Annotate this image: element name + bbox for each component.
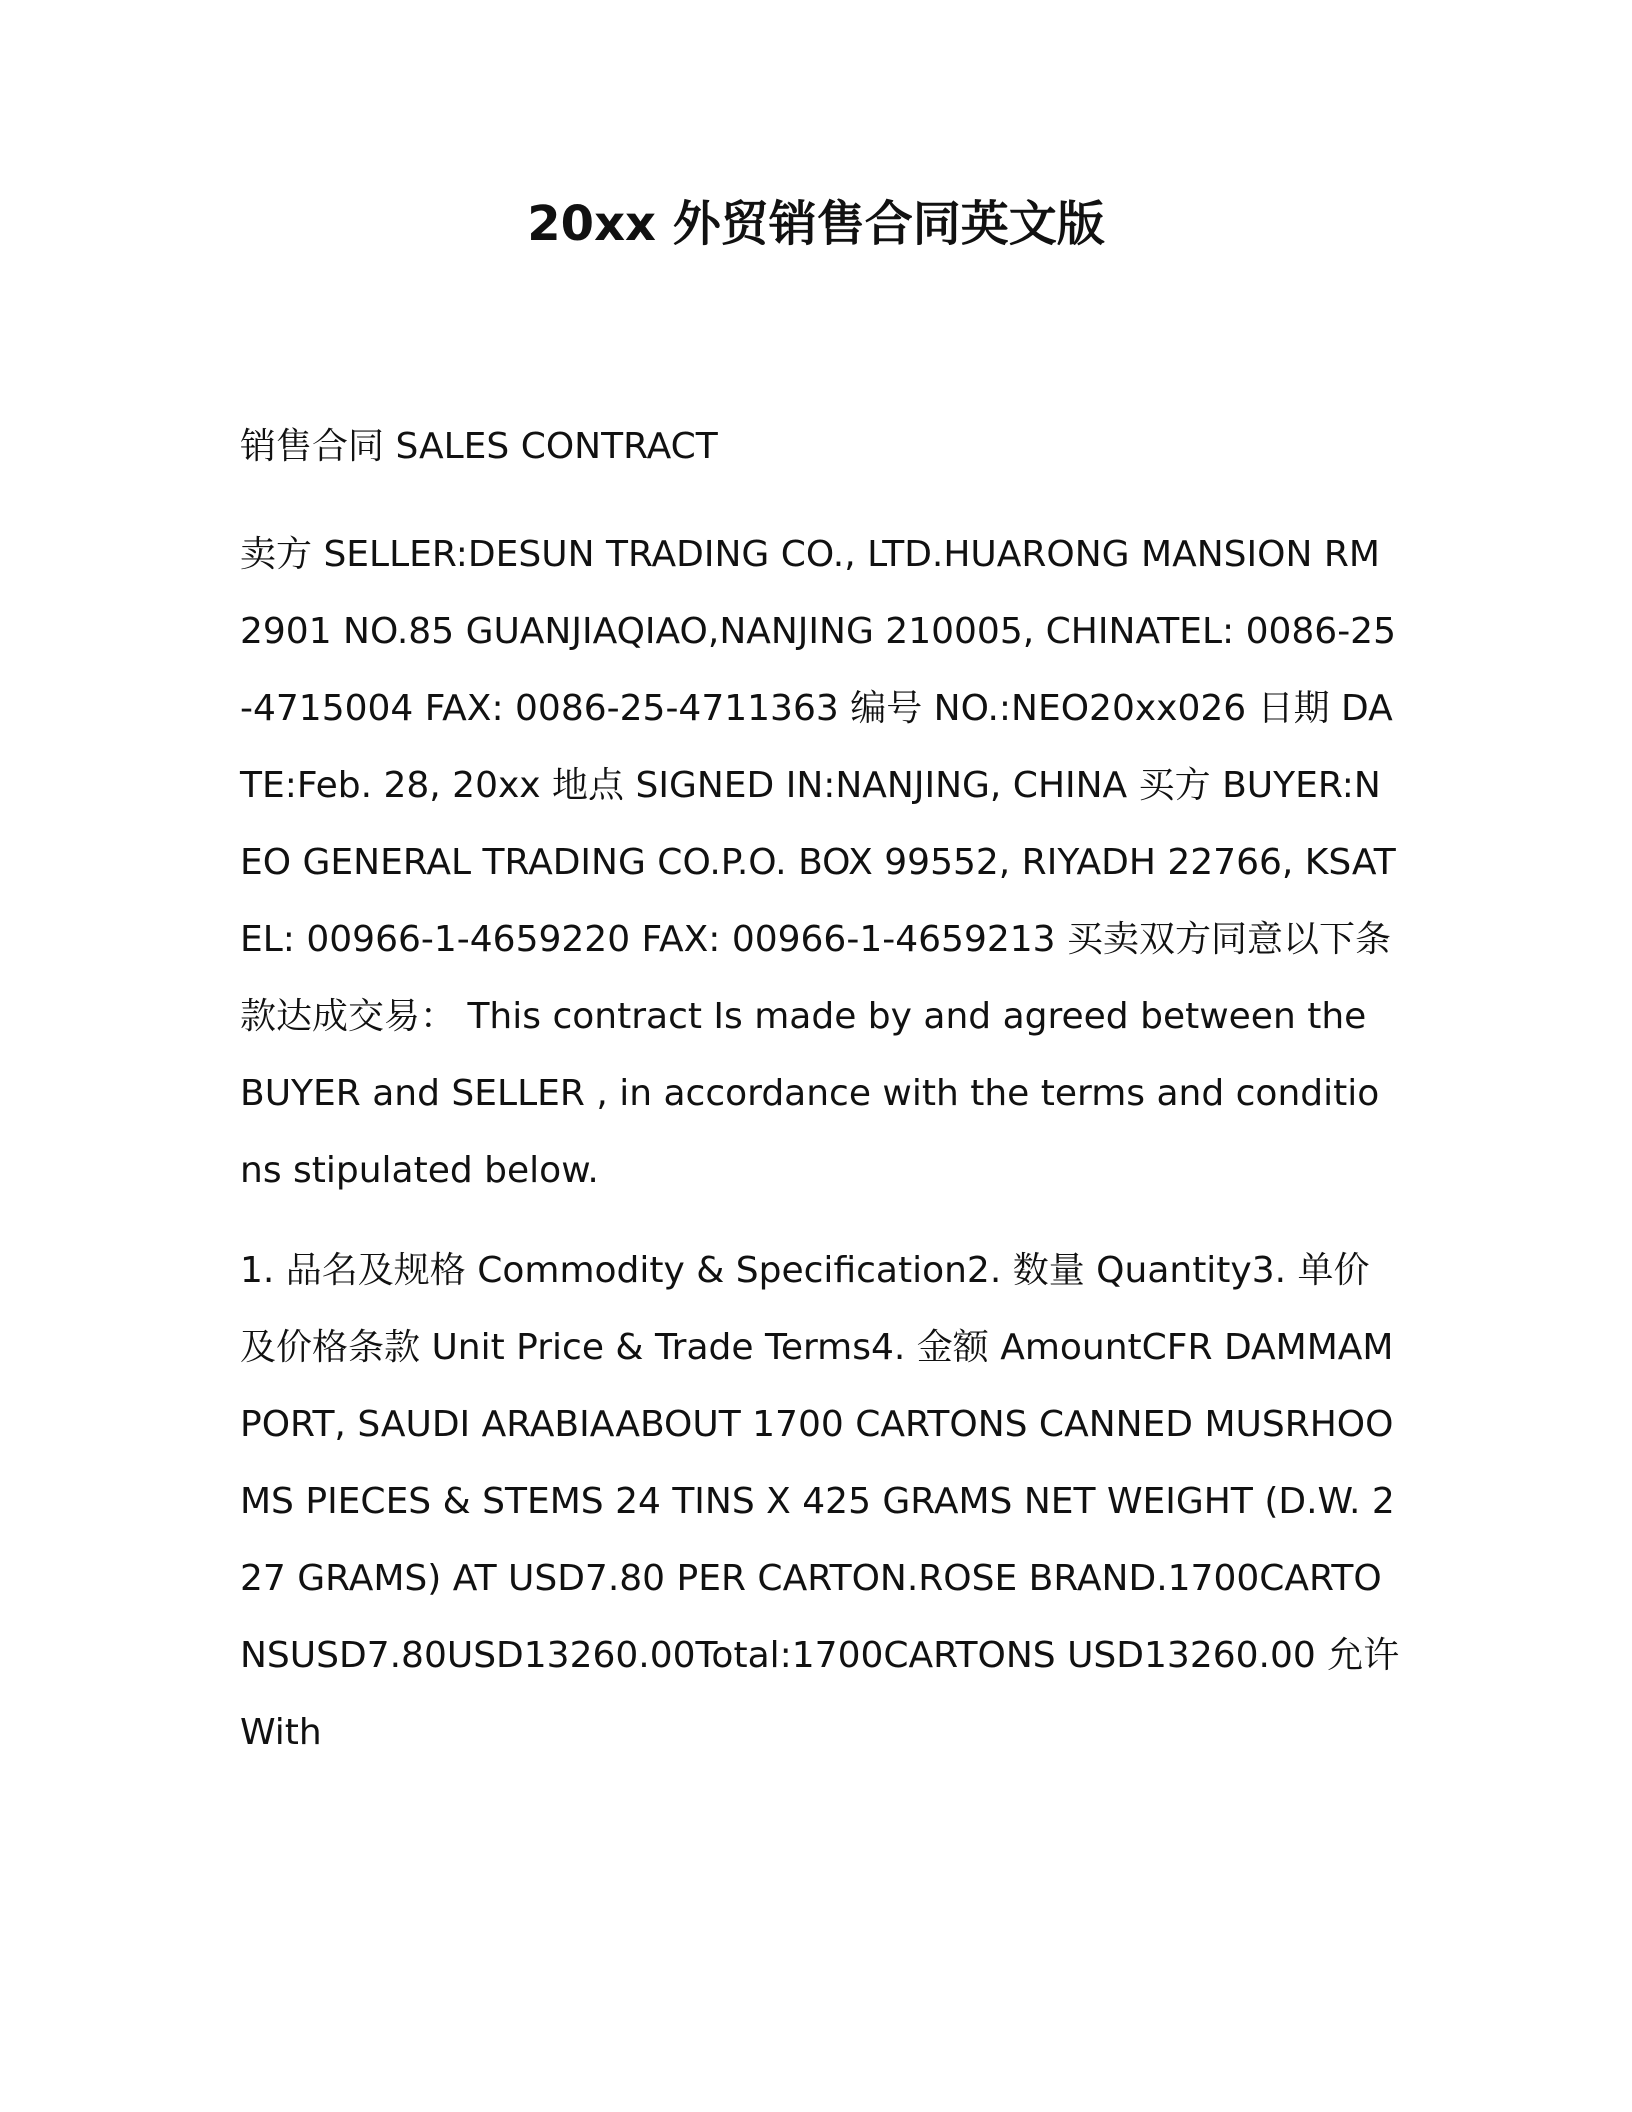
contract-heading: 销售合同 SALES CONTRACT (240, 426, 718, 467)
commodity-paragraph: 1. 品名及规格 Commodity & Specification2. 数量 Quantity3. 单价及价格条款 Unit Price & Trade Terms4. 金额 AmountCFR DAMMAM PORT, SAUDI ARABIAABOUT 1700 CARTONS CANNED MUSRHOOMS PIECES & STEMS 24 TINS X 425 GRAMS NET WEIGHT (D.W. 227 GRAMS) AT USD7.80 PER CARTON.ROSE BRAND.1700CARTONSUSD7.80USD13260.00Total:1700CARTONS USD13260.00 允许 With (240, 1250, 1400, 1753)
parties-paragraph: 卖方 SELLER:DESUN TRADING CO., LTD.HUARONG MANSION RM2901 NO.85 GUANJIAQIAO,NANJING 210005, CHINATEL: 0086-25-4715004 FAX: 0086-25-4711363 编号 NO.:NEO20xx026 日期 DATE:Feb. 28, 20xx 地点 SIGNED IN:NANJING, CHINA 买方 BUYER:NEO GENERAL TRADING CO.P.O. BOX 99552, RIYADH 22766, KSATEL: 00966-1-4659220 FAX: 00966-1-4659213 买卖双方同意以下条款达成交易： This contract Is made by and agreed between the BUYER and SELLER , in accordance with the terms and conditions stipulated below. (240, 534, 1396, 1191)
document-title: 20xx 外贸销售合同英文版 (527, 196, 1105, 252)
